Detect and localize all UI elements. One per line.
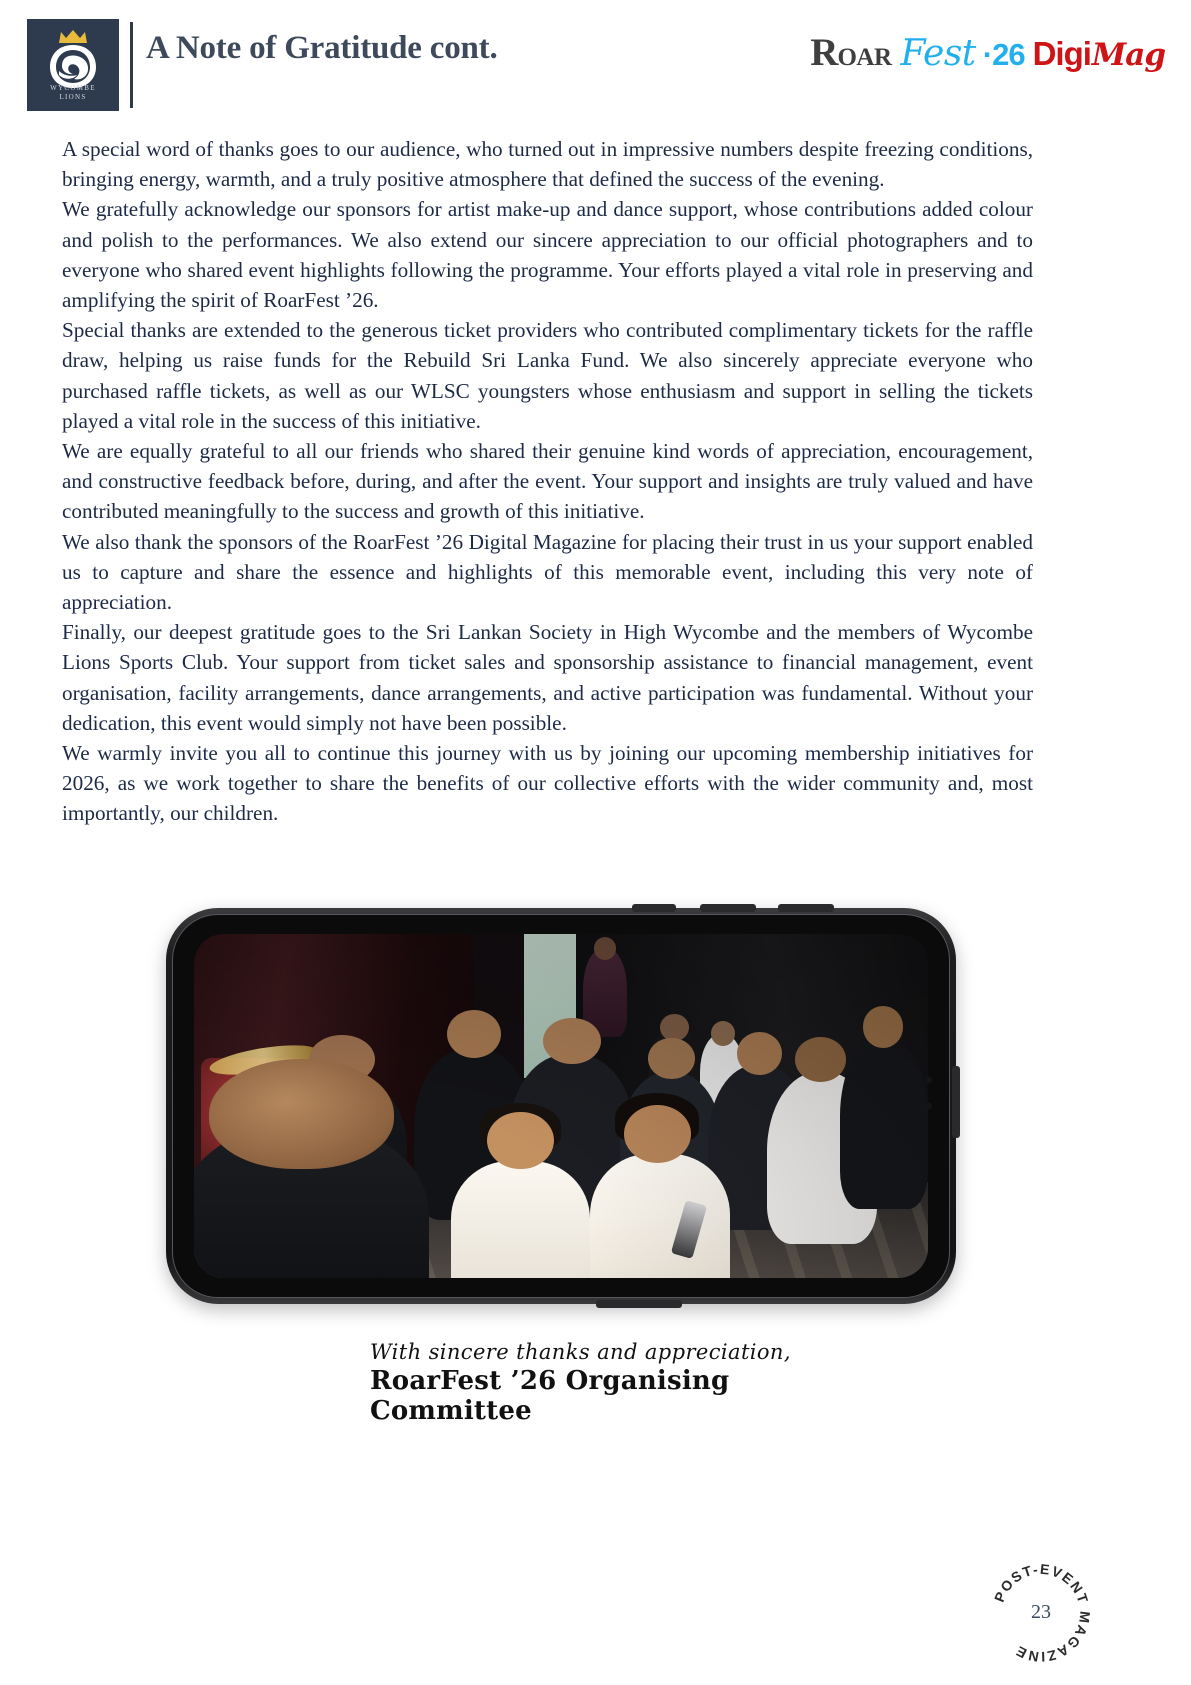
badge-ring-text: POST-EVENT MAGAZINE bbox=[990, 1560, 1094, 1666]
signature-committee-name: RoarFest ’26 Organising Committee bbox=[370, 1366, 730, 1426]
phone-mockup bbox=[166, 908, 956, 1304]
gratitude-body-text bbox=[62, 134, 1033, 829]
phone-button-top-1 bbox=[632, 904, 676, 912]
phone-button-top-2 bbox=[700, 904, 756, 912]
page-number-badge bbox=[988, 1560, 1094, 1666]
masthead-roar-rest: OAR bbox=[837, 44, 892, 71]
stage-group-photo bbox=[194, 934, 928, 1278]
signature-script-line: With sincere thanks and appreciation, bbox=[370, 1340, 791, 1364]
phone-body bbox=[166, 908, 956, 1304]
paragraph: We also thank the sponsors of the RoarFest ’26 Digital Magazine for placing their trust in us your support enabled us to capture and share the essence and highlights of this memorable event, including this very note of appreciation. bbox=[62, 529, 1033, 615]
page-header bbox=[0, 0, 1191, 120]
roarfest-digimag-masthead bbox=[810, 30, 1165, 84]
paragraph: We gratefully acknowledge our sponsors for artist make-up and dance support, whose contributions added colour and polish to the performances. We also extend our sincere appreciation to our official photographers and to everyone who shared event highlights following the programme. Your efforts played a vital role in preserving and amplifying the spirit of RoarFest ’26. bbox=[62, 197, 1033, 313]
masthead-roar-initial: R bbox=[810, 31, 838, 74]
crown-icon bbox=[58, 29, 88, 44]
club-logo-line2: LIONS bbox=[59, 93, 87, 101]
paragraph: Finally, our deepest gratitude goes to the Sri Lankan Society in High Wycombe and the members of Wycombe Lions Sports Club. Your support from ticket sales and sponsorship assistance to financial management, event organisation, facility arrangements, dance arrangements, and active participation was fundamental. Without your dedication, this event would simply not have been possible. bbox=[62, 620, 1033, 735]
phone-camera-dot bbox=[925, 1103, 932, 1110]
header-divider bbox=[130, 22, 133, 108]
lion-head-icon bbox=[47, 44, 99, 89]
club-logo-text bbox=[27, 84, 119, 102]
wycombe-lions-logo bbox=[27, 19, 119, 111]
paragraph: We are equally grateful to all our friends who shared their genuine kind words of appreciation, encouragement, and constructive feedback before, during, and after the event. Your support and insights are truly valued and have contributed meaningfully to the success and growth of this initiative. bbox=[62, 439, 1033, 524]
masthead-digi: Digi bbox=[1032, 35, 1091, 72]
photo-vignette bbox=[194, 934, 928, 1278]
masthead-year: ·26 bbox=[982, 37, 1025, 72]
page-number: 23 bbox=[1031, 1601, 1051, 1624]
masthead-fest: Fest bbox=[900, 33, 976, 74]
phone-button-side bbox=[952, 1066, 960, 1138]
phone-button-bottom bbox=[596, 1300, 682, 1308]
paragraph: Special thanks are extended to the generous ticket providers who contributed complimentary tickets for the raffle draw, helping us raise funds for the Rebuild Sri Lanka Fund. We also sincerely appreciate everyone who purchased raffle tickets, as well as our WLSC youngsters whose enthusiasm and support in selling the tickets played a vital role in the success of this initiative. bbox=[62, 318, 1033, 433]
paragraph: We warmly invite you all to continue this journey with us by joining our upcoming membership initiatives for 2026, as we work together to share the benefits of our collective efforts with the wider community and, most importantly, our children. bbox=[62, 741, 1033, 826]
club-logo-line1: WYCOMBE bbox=[50, 84, 96, 92]
masthead-roar bbox=[810, 30, 891, 75]
phone-screen bbox=[194, 934, 928, 1278]
masthead-mag: Mag bbox=[1091, 37, 1165, 73]
paragraph: A special word of thanks goes to our audience, who turned out in impressive numbers despite freezing conditions, bringing energy, warmth, and a truly positive atmosphere that defined the success of the evening. bbox=[62, 137, 1033, 192]
page-title: A Note of Gratitude cont. bbox=[146, 30, 498, 66]
phone-button-top-3 bbox=[778, 904, 834, 912]
phone-bezel bbox=[172, 914, 950, 1298]
